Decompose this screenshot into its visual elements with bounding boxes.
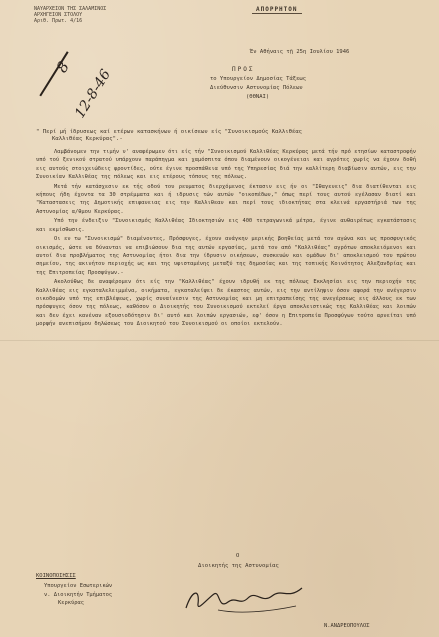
paragraph: Ακολούθως δε αναφέρομεν ότι είς την "Καλλιθέας" έχουν ιδρυθή εκ της πόλεως Εκκλησίαι εις την περιοχήν της Καλλιθέας εις εγκαταλελειμμένα, οικήματα, εγκαταλείψει δε έκαστος αυτών, εις την αντίληψιν όσον αφορά την ανέγερσιν οικοδομών υπό της επιβλέψεως, χωρίς συναίνεσιν της Αστυνομίας και μη επιτραπείσης της ανεγέρσεως εις άλλους εκ των πρόσφυγες όσον της πόλεως, καθόσον ο Διοικητής του Συνοικισμού εκτελεί έργα αποκλειστικώς της Καλλιθέας και λοιπών και δεν έχει κανέναν εξουσιοδότησιν δι' αυτό και λοιπών εργασιών, εφ' όσον η Επιτροπεία Προσφύγων τούτο αρνείται υπό μορφήν ανεπισήμου δηλώσεως του Διοικητού του Συνοικισμού οι οποίοι εκτελούν. <box>36 279 416 327</box>
letter-body <box>36 148 416 330</box>
recipient-line-3: (ΘΘΝΑΙ) <box>246 94 270 100</box>
signatory-name: Ν.ΑΝΔΡΕΟΠΟΥΛΟΣ <box>324 623 370 629</box>
greeting-line: Διοικητής της Αστυνομίας <box>198 563 279 569</box>
letterhead <box>34 6 106 24</box>
recipient-line-2: Διεύθυνσιν Αστυνομίας Πόλεων <box>210 85 303 91</box>
handwritten-date: 12-8-46 <box>71 66 115 122</box>
distribution-line-3: Κερκύρας <box>58 600 84 606</box>
classification-stamp: ΑΠΟΡΡΗΤΟΝ <box>252 6 302 14</box>
paragraph: Οι εν τω "Συνοικισμώ" διαμένοντες, Πρόσφυγες, έχουν ανάγκην μερικής βοηθείας μετά τον αγώνα και ως προσφυγικός οικισμός, ώστε να δύνανται να επιβιώσουν δια της αυτών εργασίας, μετά τον από "Καλλιθέας" αγρότων αποκλειόμενοι και αυτοί δια προβλήματος της Αστυνομίας ήτοι δια την ίδρυσιν οικήσεων, συσκευών και ομάδων δι' αποκλεισμού του πρώτου σημείου, της ακινήτου περιοχής ως και της υφισταμένης μεταξύ της δημοσίας και της τοπικής Κοινότητος Αλεξανδρίας και της Επιτροπείας Προσφύγων.- <box>36 236 416 276</box>
letterhead-line-2: ΑΡΧΗΓΕΙΟΝ ΣΤΟΛΟΥ <box>34 12 83 18</box>
signature-scribble <box>178 580 308 618</box>
paragraph: Υπό την ένδειξιν "Συνοικισμός Καλλιθέας Ιδιοκτησιών εις 400 τετραγωνικά μέτρα, έγινε αυθαιρέτως εγκατάστασις και εκμίσθωσις. <box>36 218 416 233</box>
letterhead-line-3: Αριθ. Πρωτ. 4/16 <box>34 18 83 24</box>
recipient-line-1: το Υπουργείον Δημοσίας Τάξεως <box>210 76 307 82</box>
document-date: Έν Αθήναις τῇ 25η Ιουλίου 1946 <box>250 49 350 55</box>
handwritten-number: 8 <box>52 58 73 76</box>
paper-fold-shadow <box>0 340 439 341</box>
subject-line-2: Καλλιθέας Κερκύρας".- <box>52 136 123 142</box>
distribution-title: ΚΟΙΝΟΠΟΙΗΣΙΣ <box>36 573 76 579</box>
letterhead-line-1: ΝΑΥΑΡΧΕΙΟΝ ΤΗΣ ΣΑΛΑΜΙΝΟΣ <box>34 6 107 12</box>
paragraph: Μετά τήν κατάσχεσιν εκ τής οδού του ρευματος διερχόμενος έκτασιν εις ήν οι "Ιθαγενεις" δια διατίθενται εις κήπους ήδη έχοντα τα 30 στρέμματα και ή ιδρυσις τών αυτών "οικοπέδων," όπως περί τους αυτού εγέλασαν διατί και "Καταστασεις της Δημοτικής επιφανειας εις την Καλλιθεαν και περί τους ιδιοκτήτας στα κλεινά εργαστήριά των της Αστυνομίας α/θμου Κερκύρας. <box>36 183 416 215</box>
distribution-line-2: ν. Διοικητήν Τμήματος <box>44 592 113 598</box>
paragraph: Λαμβάνομεν την τιμήν ν' αναφέρωμεν ότι είς τήν "Συνοικισμού Καλλιθέας Κερκύρας μετά τήν πρό ετησίων καταστροφήν υπό τού ξενικού στρατού υπάρχουν παράπηγμα και χαμόσπιτα όπου διαμένουν οικογένειαι και αγρότες χωρίς να έχουν δοθή εις αυτούς στοιχειώδεις φροντίδες, ούτε έγινε προσπάθεια υπό της Υπηρεσίας διά την καλλίτερη διαβίωσιν αυτών, εις την Συνοικίαν Καλλιθέας της πόλεως και εις ετέρους τόπους της πόλεως. <box>36 149 416 180</box>
distribution-line-1: Υπουργείον Εσωτερικών <box>44 583 113 589</box>
recipient-title: ΠΡΟΣ <box>232 66 255 73</box>
greeting-article: Ο <box>236 553 240 559</box>
subject-line-1: " Περί μή ίδρυσεως καί ετέρων κατασκήνων ή οικίσεων είς "Συνοικισμούς Καλλιθέας <box>36 129 303 135</box>
